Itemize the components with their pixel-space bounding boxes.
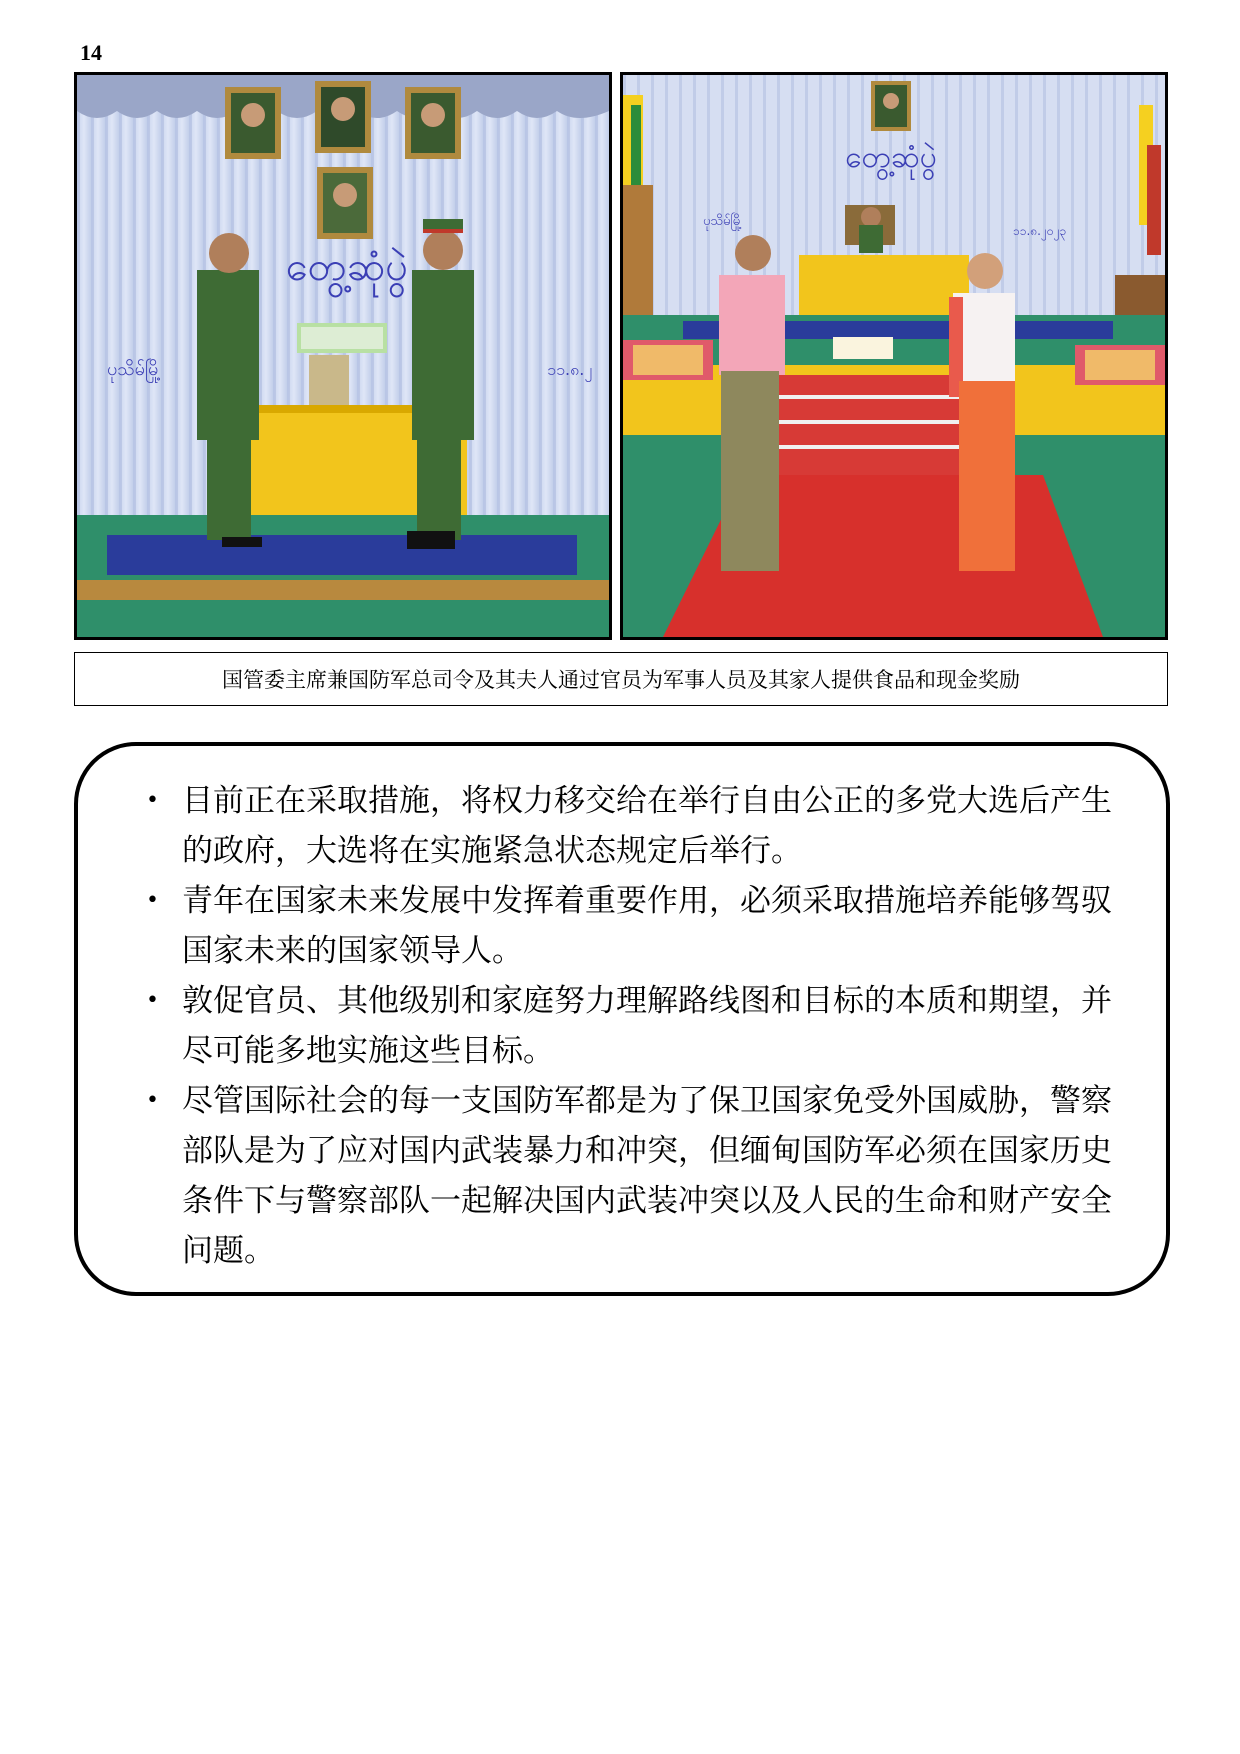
bullet-text: 青年在国家未来发展中发挥着重要作用，必须采取措施培养能够驾驭国家未来的国家领导人。 — [182, 883, 1112, 969]
banner-side-right: ၁၁.၈.၂ — [547, 360, 593, 379]
list-item — [118, 1076, 1136, 1276]
banner-text: တွေ့ဆုံပွဲ — [285, 244, 409, 290]
bullet-icon: • — [146, 788, 159, 813]
list-item — [118, 976, 1136, 1076]
key-points-box — [74, 742, 1170, 1296]
bullet-list — [118, 776, 1136, 1276]
list-item — [118, 776, 1136, 876]
photo-women-exchange — [620, 72, 1168, 640]
banner-side-left: ပုသိမ်မြို့ — [703, 214, 743, 229]
banner-side-left: ပုသိမ်မြို့ — [107, 359, 162, 380]
bullet-icon: • — [146, 988, 159, 1013]
banner-side-right: ၁၁.၈.၂၀၂၃ — [1013, 224, 1067, 238]
bullet-text: 敦促官员、其他级别和家庭努力理解路线图和目标的本质和期望，并尽可能多地实施这些目标。 — [182, 983, 1112, 1069]
banner-text: တွေ့ဆုံပွဲ — [845, 140, 937, 175]
bullet-icon: • — [146, 888, 159, 913]
photo-caption: 国管委主席兼国防军总司令及其夫人通过官员为军事人员及其家人提供食品和现金奖励 — [74, 652, 1168, 706]
bullet-icon: • — [146, 1088, 159, 1113]
bullet-text: 目前正在采取措施，将权力移交给在举行自由公正的多党大选后产生的政府，大选将在实施紧急状态规定后举行。 — [182, 783, 1112, 869]
photo-officers-exchange — [74, 72, 612, 640]
list-item — [118, 876, 1136, 976]
page-number: 14 — [80, 40, 102, 65]
bullet-text: 尽管国际社会的每一支国防军都是为了保卫国家免受外国威胁，警察部队是为了应对国内武装暴力和冲突，但缅甸国防军必须在国家历史条件下与警察部队一起解决国内武装冲突以及人民的生命和财产安全问题。 — [182, 1083, 1112, 1269]
